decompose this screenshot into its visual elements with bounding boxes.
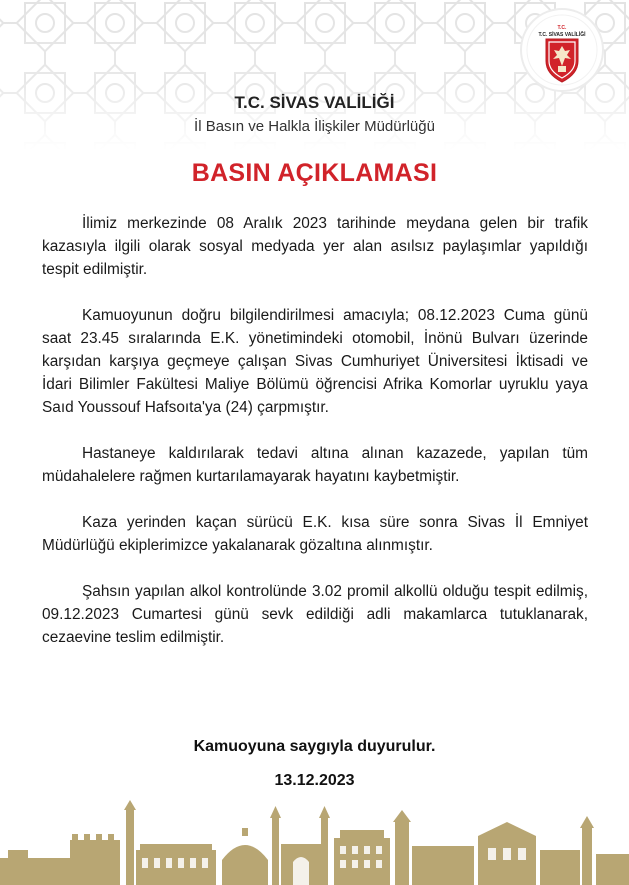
paragraph-5: Şahsın yapılan alkol kontrolünde 3.02 promil alkollü olduğu tespit edilmiş, 09.12.2023 Cumartesi günü sevk edildiği adli makamlarca tutuklanarak, cezaevine teslim edilmiştir. xyxy=(42,583,588,646)
department-subtitle: İl Basın ve Halkla İlişkiler Müdürlüğü xyxy=(194,118,435,135)
svg-text:T.C.: T.C. xyxy=(557,25,567,31)
document-date: 13.12.2023 xyxy=(274,772,355,789)
press-release-body xyxy=(42,212,588,672)
paragraph-1: İlimiz merkezinde 08 Aralık 2023 tarihinde meydana gelen bir trafik kazasıyla ilgili olarak sosyal medyada yer alan asılsız paylaşımlar yapıldığı tespit edilmiştir. xyxy=(42,215,588,278)
paragraph-3: Hastaneye kaldırılarak tedavi altına alınan kazazede, yapılan tüm müdahalelere rağmen kurtarılamayarak hayatını kaybetmiştir. xyxy=(42,445,588,485)
press-release-heading: BASIN AÇIKLAMASI xyxy=(191,159,438,187)
closing-statement: Kamuoyuna saygıyla duyurulur. xyxy=(193,738,436,755)
city-skyline-footer xyxy=(0,800,629,885)
svg-text:T.C. SİVAS VALİLİĞİ: T.C. SİVAS VALİLİĞİ xyxy=(538,32,586,38)
paragraph-4: Kaza yerinden kaçan sürücü E.K. kısa süre sonra Sivas İl Emniyet Müdürlüğü ekiplerimizce yakalanarak gözaltına alınmıştır. xyxy=(42,514,588,554)
paragraph-2: Kamuoyunun doğru bilgilendirilmesi amacıyla; 08.12.2023 Cuma günü saat 23.45 sıralarında E.K. yönetimindeki otomobil, İnönü Bulvarı üzerinde karşıdan karşıya geçmeye çalışan Sivas Cumhuriyet Üniversitesi İktisadi ve İdari Bilimler Fakültesi Maliye Bölümü öğrencisi Afrika Komorlar uyruklu yaya Saıd Youssouf Hafsoıta'ya (24) çarpmıştır. xyxy=(42,307,588,416)
institution-title: T.C. SİVAS VALİLİĞİ xyxy=(234,93,395,112)
governorship-logo xyxy=(518,6,606,102)
